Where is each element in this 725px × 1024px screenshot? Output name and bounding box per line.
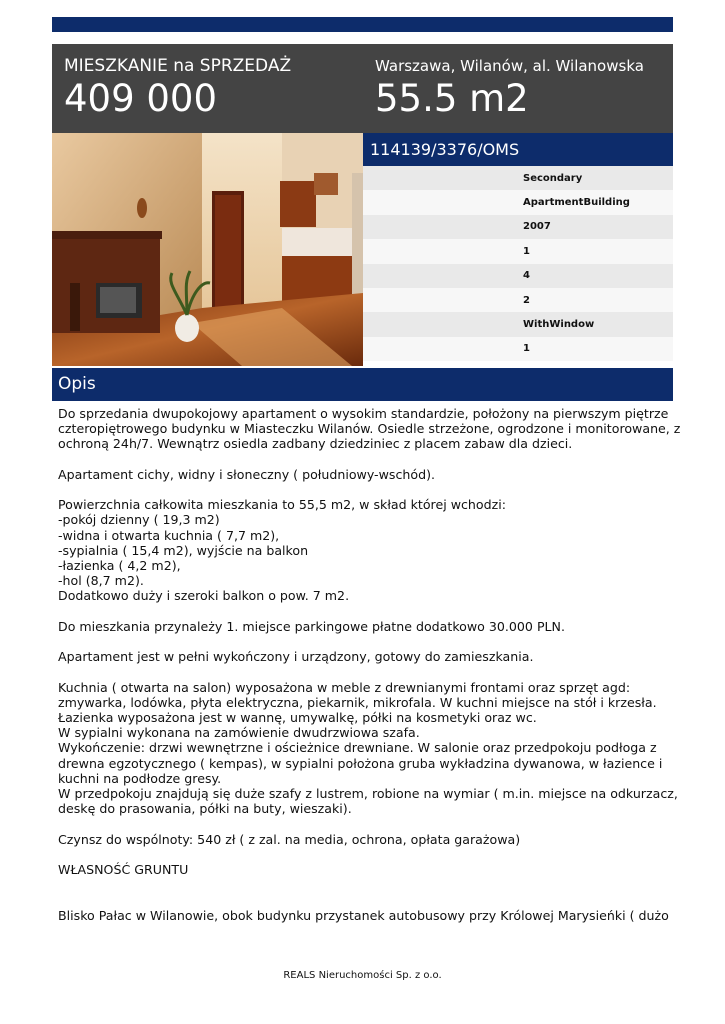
- description-line: ochroną 24h/7. Wewnątrz osiedla zadbany dziedziniec z placem zabaw dla dzieci.: [58, 436, 573, 452]
- price: 409 000: [64, 77, 218, 120]
- area: 55.5 m2: [375, 77, 529, 120]
- paragraph-gap: [58, 604, 670, 619]
- description-line: -sypialnia ( 15,4 m2), wyjście na balkon: [58, 542, 309, 558]
- description-line: WŁASNOŚĆ GRUNTU: [58, 861, 189, 877]
- listing-type: MIESZKANIE na SPRZEDAŻ: [64, 56, 292, 76]
- description-line: -widna i otwarta kuchnia ( 7,7 m2),: [58, 527, 280, 543]
- paragraph-gap: [58, 452, 670, 467]
- header-left: [64, 56, 291, 120]
- attribute-value: WithWindow: [523, 319, 595, 331]
- attributes-table: [363, 166, 673, 361]
- description-line: Apartament cichy, widny i słoneczny ( południowy-wschód).: [58, 466, 435, 482]
- attribute-row: [363, 215, 673, 239]
- description-line: Powierzchnia całkowita mieszkania to 55,5 m2, w skład której wchodzi:: [58, 497, 506, 513]
- attribute-row: [363, 312, 673, 336]
- attribute-value: 1: [523, 343, 530, 355]
- attribute-row: [363, 239, 673, 263]
- description-line: zmywarka, lodówka, płyta elektryczna, piekarnik, mikrofala. W kuchni miejsce na stół i krzesła.: [58, 694, 657, 710]
- paragraph-gap: [58, 847, 670, 862]
- section-title: Opis: [52, 368, 673, 401]
- description-line: W sypialni wykonana na zamówienie dwudrzwiowa szafa.: [58, 725, 420, 741]
- listing-header: [52, 44, 673, 133]
- description-line: Łazienka wyposażona jest w wannę, umywalkę, półki na kosmetyki oraz wc.: [58, 709, 537, 725]
- paragraph-gap: [58, 482, 670, 497]
- description-line: Blisko Pałac w Wilanowie, obok budynku przystanek autobusowy przy Królowej Marysieńki ( dużo: [58, 907, 669, 923]
- paragraph-gap: [58, 664, 670, 679]
- description-line: Dodatkowo duży i szeroki balkon o pow. 7 m2.: [58, 588, 350, 604]
- description-line: kuchni na podłodze gresy.: [58, 770, 222, 786]
- description-line: Kuchnia ( otwarta na salon) wyposażona w meble z drewnianymi frontami oraz sprzęt agd:: [58, 679, 631, 695]
- header-right: [375, 56, 644, 120]
- attribute-row: [363, 337, 673, 361]
- attribute-value: 2: [523, 294, 530, 306]
- description-line: czteropiętrowego budynku w Miasteczku Wilanów. Osiedle strzeżone, ogrodzone i monitorowane, z: [58, 421, 681, 437]
- footer-company: REALS Nieruchomości Sp. z o.o.: [283, 970, 442, 981]
- paragraph-gap: [58, 877, 670, 892]
- paragraph-gap: [58, 892, 670, 907]
- apartment-photo: [52, 133, 363, 366]
- attribute-value: Secondary: [523, 172, 583, 184]
- attribute-row: [363, 190, 673, 214]
- description-line: Apartament jest w pełni wykończony i urządzony, gotowy do zamieszkania.: [58, 649, 534, 665]
- attribute-value: 4: [523, 270, 530, 282]
- paragraph-gap: [58, 634, 670, 649]
- description-line: Do sprzedania dwupokojowy apartament o wysokim standardzie, położony na pierwszym piętrze: [58, 406, 669, 421]
- description: [58, 406, 681, 923]
- attribute-row: [363, 264, 673, 288]
- description-line: -łazienka ( 4,2 m2),: [58, 558, 181, 573]
- paragraph-gap: [58, 816, 670, 831]
- description-line: deskę do prasowania, półki na buty, wieszaki).: [58, 801, 352, 817]
- location: Warszawa, Wilanów, al. Wilanowska: [375, 57, 644, 75]
- attribute-row: [363, 166, 673, 190]
- description-line: Czynsz do wspólnoty: 540 zł ( z zal. na media, ochrona, opłata garażowa): [58, 831, 521, 847]
- description-line: Do mieszkania przynależy 1. miejsce parkingowe płatne dodatkowo 30.000 PLN.: [58, 618, 565, 634]
- description-line: drewna egzotycznego ( kempas), w sypialni położona gruba wykładzina dywanowa, w łazience i: [58, 755, 663, 771]
- reference-number: 114139/3376/OMS: [363, 133, 673, 166]
- top-accent-bar: [52, 17, 673, 32]
- description-line: W przedpokoju znajdują się duże szafy z lustrem, robione na wymiar ( m.in. miejsce na odkurzacz,: [58, 786, 678, 801]
- attribute-value: ApartmentBuilding: [523, 197, 630, 209]
- description-line: Wykończenie: drzwi wewnętrzne i ościeżnice drewniane. W salonie oraz przedpokoju podłoga z: [58, 740, 657, 756]
- attribute-row: [363, 288, 673, 312]
- attribute-value: 2007: [523, 221, 551, 233]
- description-line: -hol (8,7 m2).: [58, 573, 144, 589]
- description-line: -pokój dzienny ( 19,3 m2): [58, 512, 220, 528]
- attribute-value: 1: [523, 245, 530, 257]
